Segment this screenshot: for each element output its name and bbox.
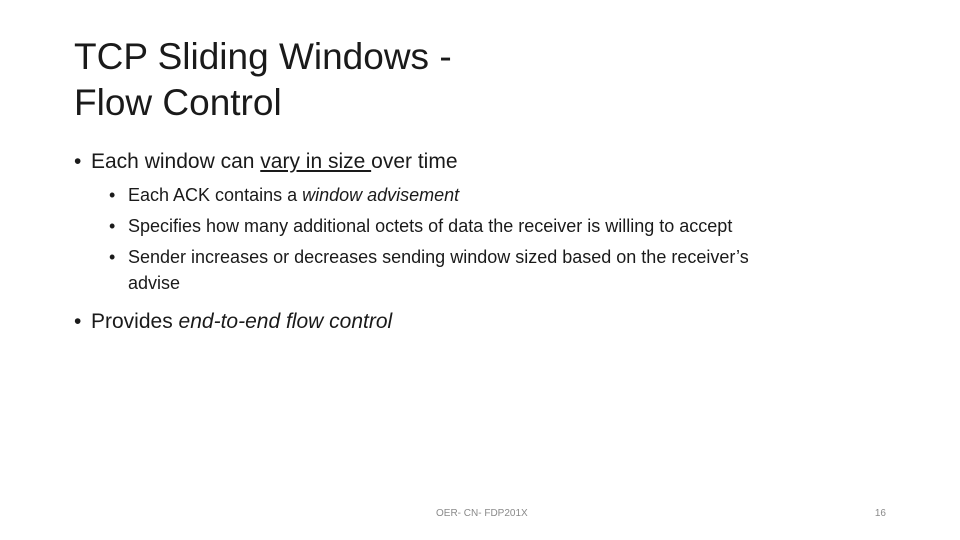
bullet-dot: • — [109, 216, 116, 236]
sub-bullet-text-line-1: Sender increases or decreases sending window sized based on the receiver’s — [128, 247, 749, 267]
bullet-dot: • — [109, 247, 116, 267]
slide-title — [74, 34, 452, 126]
bullet-text-end: over time — [371, 150, 458, 173]
sub-bullet-italic-text: window advisement — [302, 185, 460, 205]
bullet-italic-text: end-to-end flow control — [178, 310, 393, 333]
slide-number: 16 — [874, 508, 886, 519]
bullet-window-size — [74, 149, 458, 175]
sub-bullet-text-line-2: advise — [128, 273, 181, 293]
bullet-underlined-text: vary in size — [260, 150, 372, 173]
bullet-text: Each window can — [91, 150, 261, 173]
bullet-text: Provides — [91, 310, 179, 333]
bullet-dot: • — [74, 310, 82, 333]
bullet-dot: • — [74, 150, 82, 173]
sub-bullet-text: Specifies how many additional octets of data the receiver is willing to accept — [128, 216, 733, 236]
slide-title-line-1: TCP Sliding Windows - — [74, 36, 452, 77]
footer-text: OER- CN- FDP201X — [436, 508, 528, 519]
bullet-flow-control — [74, 309, 392, 335]
sub-bullet-text-plain: Each ACK contains a — [128, 185, 303, 205]
bullet-dot: • — [109, 185, 116, 205]
sub-bullet-text — [128, 182, 459, 208]
slide-title-line-2: Flow Control — [74, 82, 282, 123]
